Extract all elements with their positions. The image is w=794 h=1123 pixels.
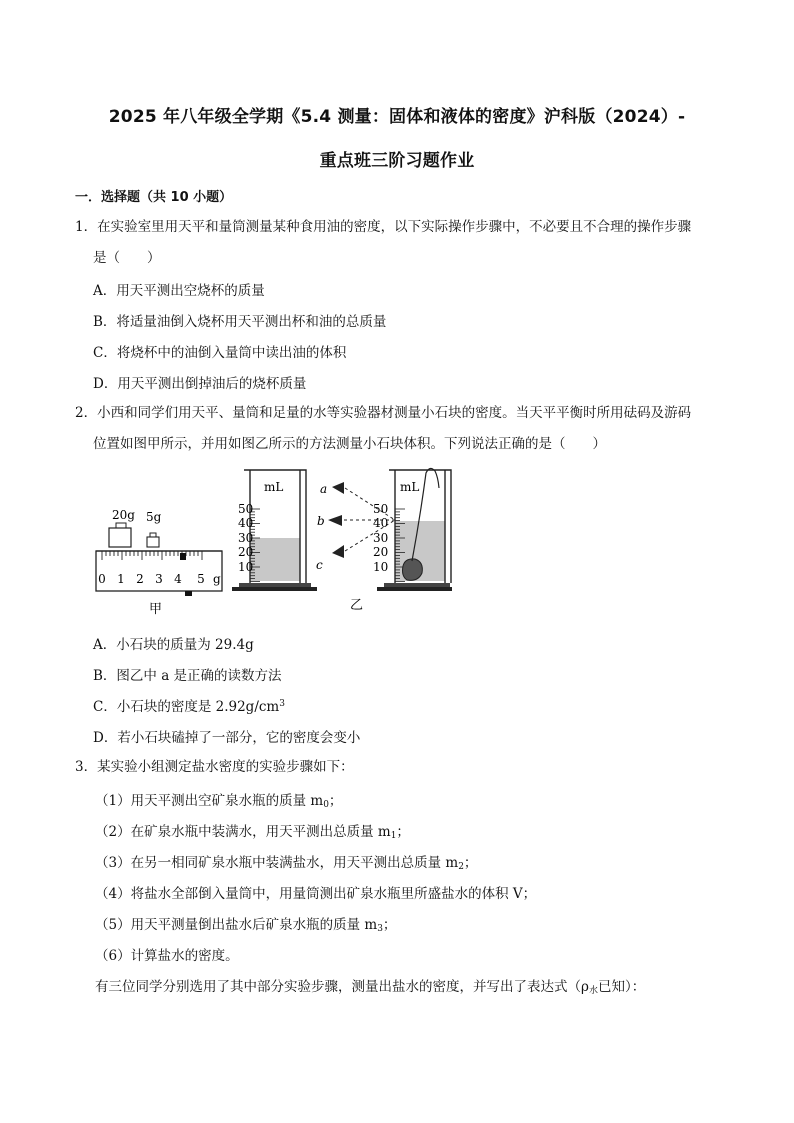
q3-step-text: （4）将盐水全部倒入量筒中，用量筒测出矿泉水瓶里所盛盐水的体积 V； [95,886,537,902]
scale-tick-labels [98,572,221,586]
q1-option-a: A．用天平测出空烧杯的质量 [93,283,265,299]
cyl-right-mark: 30 [373,531,389,545]
q3-step-end: ； [382,917,397,933]
q3-step-1 [95,789,342,810]
scale-tick-label: 1 [117,572,125,586]
page-title-line2: 重点班三阶习题作业 [319,151,475,171]
q2-option-c-text: C．小石块的密度是 2.92g/cm [93,699,280,715]
cyl-left-mark: 50 [238,502,254,516]
q3-step-text: （6）计算盐水的密度。 [95,948,239,964]
cyl-right-mark: 10 [373,560,389,574]
q3-step-text: （5）用天平测量倒出盐水后矿泉水瓶的质量 m [95,917,378,933]
q2-option-c [93,695,285,715]
q3-step-sub: 1 [390,831,397,841]
scale-tick-label: 0 [98,572,106,586]
cylinder-left-marks [238,502,253,574]
scale-unit-label: g [213,572,221,586]
q3-step-3 [95,851,477,872]
q2-option-d: D．若小石块磕掉了一部分，它的密度会变小 [93,730,361,746]
cyl-right-mark: 50 [373,502,389,516]
q3-closing-text: 有三位同学分别选用了其中部分实验步骤，测量出盐水的密度，并写出了表达式（ρ [95,979,589,995]
stone-icon [403,559,423,580]
cylinder-right-unit: mL [400,480,420,494]
q2-option-b: B．图乙中 a 是正确的读数方法 [93,668,282,684]
question-2-stem-line1: 2．小西和同学们用天平、量筒和足量的水等实验器材测量小石块的密度。当天平平衡时所用砝码及游码 [75,405,692,421]
q3-step-text: （2）在矿泉水瓶中装满水，用天平测出总质量 m [95,824,391,840]
q3-closing-line [95,975,645,996]
cyl-left-mark: 10 [238,560,254,574]
q2-option-c-exponent: 3 [279,699,285,709]
cylinder-left-unit: mL [264,480,284,494]
q3-closing-sub: 水 [588,986,598,996]
balance-cylinder-figure [92,463,452,618]
q1-option-d: D．用天平测出倒掉油后的烧杯质量 [93,376,307,392]
scale-tick-label: 5 [197,572,205,586]
page-title-line1: 2025 年八年级全学期《5.4 测量：固体和液体的密度》沪科版（2024）- [108,107,686,127]
q2-option-a: A．小石块的质量为 29.4g [93,637,254,653]
q3-step-6 [95,944,239,964]
weight-5g-label: 5g [146,510,162,524]
rider-marker-bottom [185,591,192,596]
question-3-stem-line: 3．某实验小组测定盐水密度的实验步骤如下： [75,759,354,775]
cyl-right-mark: 20 [373,545,389,559]
q3-step-end: ； [463,855,478,871]
cyl-left-mark: 20 [238,545,254,559]
weight-5g-icon [147,533,159,547]
weight-20g-icon [109,523,131,547]
eye-label-b: b [317,514,325,528]
eye-a-icon [332,482,344,494]
figure-yi-label: 乙 [350,598,364,613]
q3-step-text: （1）用天平测出空矿泉水瓶的质量 m [95,793,324,809]
figure-jia-label: 甲 [149,602,163,617]
question-2-stem [75,398,725,460]
eye-label-c: c [316,558,323,572]
q3-step-text: （3）在另一相同矿泉水瓶中装满盐水，用天平测出总质量 m [95,855,459,871]
weight-20g-label: 20g [112,508,135,522]
q3-step-sub: 3 [377,924,383,934]
eye-c-icon [332,545,344,558]
q1-option-b: B．将适量油倒入烧杯用天平测出杯和油的总质量 [93,314,387,330]
q3-step-5 [95,913,396,934]
q3-step-sub: 2 [458,862,464,872]
rider-marker-top [180,553,186,560]
q3-step-sub: 0 [323,800,329,810]
question-3-stem [75,752,725,783]
q3-step-2 [95,820,410,841]
q3-closing-suffix: 已知）： [597,979,646,995]
scale-tick-label: 3 [155,572,163,586]
cyl-left-mark: 30 [238,531,254,545]
question-1-stem-line1: 1．在实验室里用天平和量筒测量某种食用油的密度，以下实际操作步骤中，不必要且不合理的操作步骤 [75,219,692,235]
question-2-stem-line2: 位置如图甲所示，并用如图乙所示的方法测量小石块体积。下列说法正确的是（ ） [93,436,606,452]
eye-b-icon [328,515,342,526]
q1-option-c: C．将烧杯中的油倒入量筒中读出油的体积 [93,345,347,361]
section-heading: 一．选择题（共 10 小题） [75,190,233,205]
cyl-right-mark: 40 [373,516,389,530]
q3-step-end: ； [396,824,410,840]
scale-tick-label: 4 [174,572,182,586]
cyl-left-mark: 40 [238,516,254,530]
question-1-stem-line2: 是（ ） [93,250,161,266]
q3-step-end: ； [328,793,343,809]
eye-label-a: a [320,482,328,496]
q3-step-4 [95,882,536,902]
question-1-stem [75,212,725,274]
cylinder-right-marks [373,502,388,574]
scale-tick-label: 2 [136,572,144,586]
